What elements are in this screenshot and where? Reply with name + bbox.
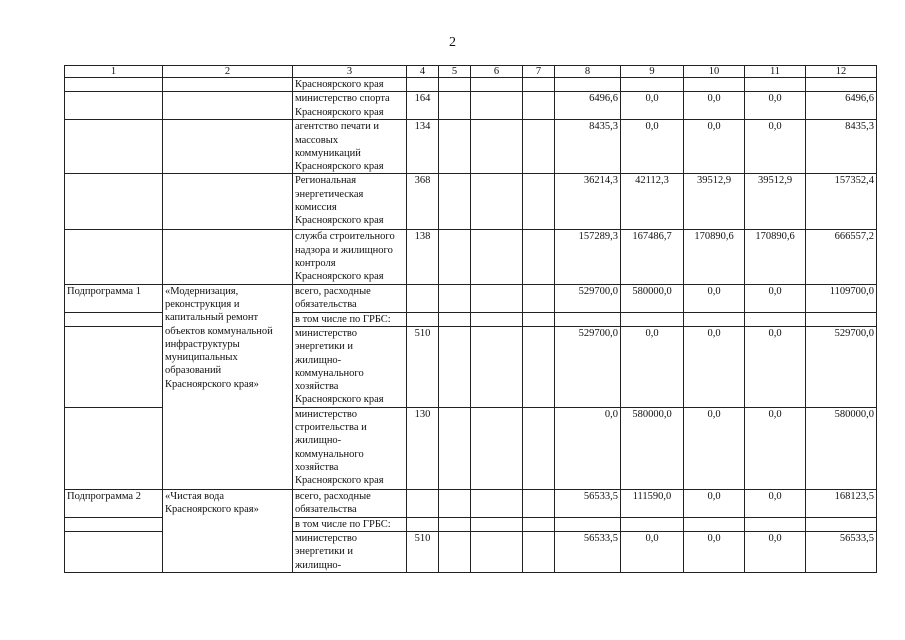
amount-col8: 36214,3: [555, 174, 621, 230]
program-title-cell: [163, 120, 293, 174]
rzpr-cell: [439, 92, 471, 120]
amount-col9: 42112,3: [621, 174, 684, 230]
rzpr-cell: [439, 326, 471, 407]
column-number: 5: [439, 66, 471, 78]
responsible-cell: в том числе по ГРБС:: [293, 312, 407, 326]
page-number: 2: [449, 35, 456, 50]
amount-col9: 0,0: [621, 326, 684, 407]
amount-col11: 39512,9: [745, 174, 806, 230]
amount-col10: [684, 312, 745, 326]
csr-cell: [471, 326, 523, 407]
csr-cell: [471, 174, 523, 230]
program-cell: [65, 174, 163, 230]
amount-total: 6496,6: [806, 92, 877, 120]
amount-col10: 39512,9: [684, 174, 745, 230]
rzpr-cell: [439, 312, 471, 326]
table-row: [65, 92, 877, 120]
program-title-cell: [163, 78, 293, 92]
amount-col10: 0,0: [684, 407, 745, 489]
responsible-cell: министерство энергетики и жилищно- коммунального хозяйства Красноярского края: [293, 326, 407, 407]
grbs-code-cell: [407, 489, 439, 517]
amount-total: 580000,0: [806, 407, 877, 489]
csr-cell: [471, 407, 523, 489]
column-number: 2: [163, 66, 293, 78]
csr-cell: [471, 517, 523, 531]
amount-col9: [621, 312, 684, 326]
amount-total: 157352,4: [806, 174, 877, 230]
csr-cell: [471, 230, 523, 284]
budget-table: [64, 65, 877, 573]
table-row: [65, 230, 877, 284]
grbs-code-cell: 130: [407, 407, 439, 489]
amount-col9: [621, 78, 684, 92]
amount-col10: 0,0: [684, 92, 745, 120]
amount-col8: [555, 78, 621, 92]
vr-cell: [523, 407, 555, 489]
column-number: 3: [293, 66, 407, 78]
vr-cell: [523, 326, 555, 407]
grbs-code-cell: 368: [407, 174, 439, 230]
csr-cell: [471, 120, 523, 174]
amount-col8: 56533,5: [555, 532, 621, 573]
grbs-code-cell: 164: [407, 92, 439, 120]
program-cell: [65, 120, 163, 174]
rzpr-cell: [439, 517, 471, 531]
vr-cell: [523, 284, 555, 312]
vr-cell: [523, 532, 555, 573]
amount-col8: [555, 312, 621, 326]
responsible-cell: Красноярского края: [293, 78, 407, 92]
amount-col8: 56533,5: [555, 489, 621, 517]
program-cell: [65, 312, 163, 326]
rzpr-cell: [439, 532, 471, 573]
column-number: 7: [523, 66, 555, 78]
grbs-code-cell: 134: [407, 120, 439, 174]
responsible-cell: министерство энергетики и жилищно-: [293, 532, 407, 573]
program-cell: Подпрограмма 2: [65, 489, 163, 517]
grbs-code-cell: 510: [407, 326, 439, 407]
vr-cell: [523, 92, 555, 120]
vr-cell: [523, 230, 555, 284]
amount-col8: [555, 517, 621, 531]
amount-col11: 0,0: [745, 489, 806, 517]
program-title-cell: [163, 174, 293, 230]
column-number: 6: [471, 66, 523, 78]
amount-col11: [745, 78, 806, 92]
table-row: [65, 489, 877, 517]
amount-col10: 170890,6: [684, 230, 745, 284]
amount-total: 168123,5: [806, 489, 877, 517]
grbs-code-cell: [407, 312, 439, 326]
amount-col9: [621, 517, 684, 531]
vr-cell: [523, 489, 555, 517]
rzpr-cell: [439, 120, 471, 174]
amount-col11: 0,0: [745, 92, 806, 120]
responsible-cell: министерство спорта Красноярского края: [293, 92, 407, 120]
program-cell: [65, 230, 163, 284]
table-row: [65, 174, 877, 230]
amount-col10: 0,0: [684, 326, 745, 407]
amount-col11: 0,0: [745, 407, 806, 489]
column-number: 1: [65, 66, 163, 78]
program-cell: [65, 532, 163, 573]
amount-col9: 167486,7: [621, 230, 684, 284]
program-cell: Подпрограмма 1: [65, 284, 163, 312]
responsible-cell: Региональная энергетическая комиссия Красноярского края: [293, 174, 407, 230]
column-number: 12: [806, 66, 877, 78]
amount-col9: 111590,0: [621, 489, 684, 517]
amount-col10: 0,0: [684, 284, 745, 312]
amount-col10: 0,0: [684, 532, 745, 573]
amount-col11: 0,0: [745, 120, 806, 174]
amount-col10: [684, 78, 745, 92]
csr-cell: [471, 489, 523, 517]
rzpr-cell: [439, 284, 471, 312]
amount-col11: 170890,6: [745, 230, 806, 284]
program-title-cell: «Чистая вода Красноярского края»: [163, 489, 293, 572]
amount-col8: 6496,6: [555, 92, 621, 120]
program-title-cell: [163, 92, 293, 120]
column-number: 4: [407, 66, 439, 78]
amount-total: 1109700,0: [806, 284, 877, 312]
grbs-code-cell: [407, 78, 439, 92]
amount-col9: 580000,0: [621, 284, 684, 312]
responsible-cell: агентство печати и массовых коммуникаций Красноярского края: [293, 120, 407, 174]
amount-col10: 0,0: [684, 120, 745, 174]
amount-col8: 8435,3: [555, 120, 621, 174]
amount-total: 56533,5: [806, 532, 877, 573]
vr-cell: [523, 517, 555, 531]
amount-col8: 0,0: [555, 407, 621, 489]
amount-total: [806, 312, 877, 326]
amount-col11: 0,0: [745, 532, 806, 573]
rzpr-cell: [439, 230, 471, 284]
program-cell: [65, 326, 163, 407]
amount-col9: 0,0: [621, 532, 684, 573]
csr-cell: [471, 92, 523, 120]
rzpr-cell: [439, 489, 471, 517]
amount-total: [806, 78, 877, 92]
program-cell: [65, 78, 163, 92]
amount-total: [806, 517, 877, 531]
amount-col9: 580000,0: [621, 407, 684, 489]
amount-col11: [745, 312, 806, 326]
amount-col9: 0,0: [621, 92, 684, 120]
amount-col10: 0,0: [684, 489, 745, 517]
rzpr-cell: [439, 78, 471, 92]
vr-cell: [523, 174, 555, 230]
amount-col11: 0,0: [745, 326, 806, 407]
table-row: [65, 120, 877, 174]
grbs-code-cell: [407, 284, 439, 312]
amount-col9: 0,0: [621, 120, 684, 174]
grbs-code-cell: 138: [407, 230, 439, 284]
program-cell: [65, 92, 163, 120]
csr-cell: [471, 78, 523, 92]
table-row: [65, 284, 877, 312]
rzpr-cell: [439, 174, 471, 230]
responsible-cell: министерство строительства и жилищно- коммунального хозяйства Красноярского края: [293, 407, 407, 489]
vr-cell: [523, 120, 555, 174]
grbs-code-cell: 510: [407, 532, 439, 573]
column-number: 10: [684, 66, 745, 78]
amount-col11: [745, 517, 806, 531]
amount-total: 529700,0: [806, 326, 877, 407]
program-title-cell: «Модернизация, реконструкция и капитальный ремонт объектов коммунальной инфраструктуры муниципальных образований Красноярского края»: [163, 284, 293, 489]
csr-cell: [471, 284, 523, 312]
column-number: 9: [621, 66, 684, 78]
responsible-cell: служба строительного надзора и жилищного контроля Красноярского края: [293, 230, 407, 284]
program-title-cell: [163, 230, 293, 284]
amount-total: 666557,2: [806, 230, 877, 284]
csr-cell: [471, 312, 523, 326]
column-number-row: [65, 66, 877, 78]
amount-col8: 157289,3: [555, 230, 621, 284]
responsible-cell: всего, расходные обязательства: [293, 284, 407, 312]
grbs-code-cell: [407, 517, 439, 531]
column-number: 8: [555, 66, 621, 78]
table-row: [65, 78, 877, 92]
amount-col8: 529700,0: [555, 284, 621, 312]
amount-col10: [684, 517, 745, 531]
amount-col8: 529700,0: [555, 326, 621, 407]
column-number: 11: [745, 66, 806, 78]
program-cell: [65, 517, 163, 531]
responsible-cell: в том числе по ГРБС:: [293, 517, 407, 531]
vr-cell: [523, 312, 555, 326]
amount-col11: 0,0: [745, 284, 806, 312]
rzpr-cell: [439, 407, 471, 489]
vr-cell: [523, 78, 555, 92]
responsible-cell: всего, расходные обязательства: [293, 489, 407, 517]
amount-total: 8435,3: [806, 120, 877, 174]
csr-cell: [471, 532, 523, 573]
program-cell: [65, 407, 163, 489]
